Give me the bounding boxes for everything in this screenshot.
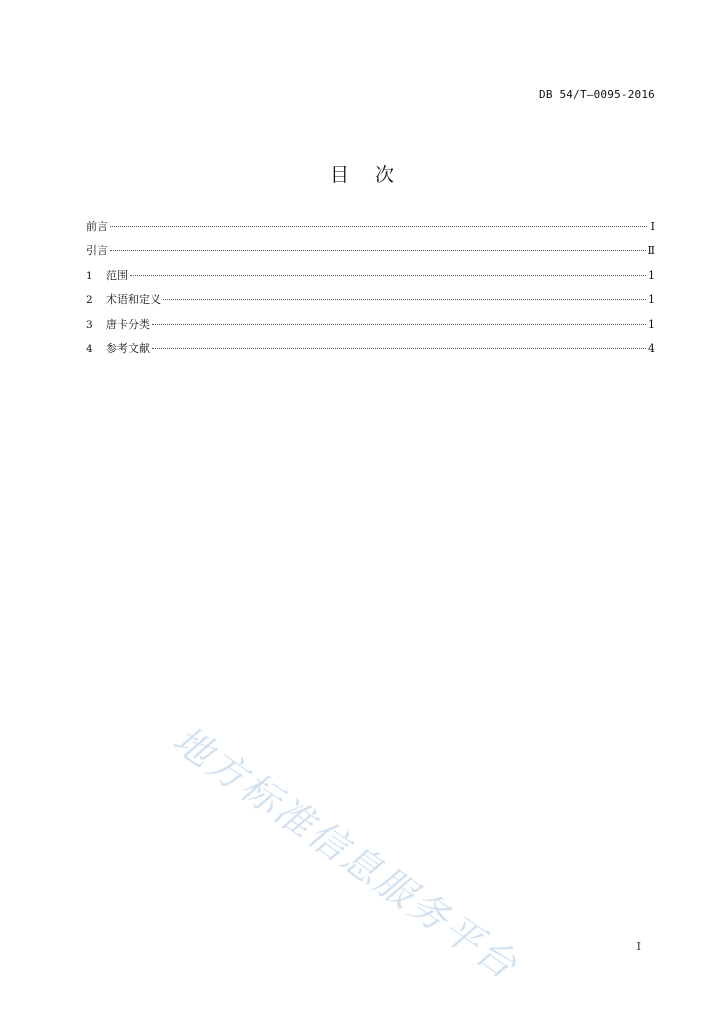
toc-entry-page: Ⅱ bbox=[647, 244, 655, 258]
page-number: I bbox=[636, 940, 641, 953]
toc-entry-page: Ⅰ bbox=[650, 220, 655, 233]
toc-entry-label: 范围 bbox=[106, 268, 128, 282]
toc-entry-label: 前言 bbox=[86, 220, 108, 233]
toc-dot-leader bbox=[163, 299, 646, 300]
toc-dot-leader bbox=[130, 275, 646, 276]
toc-entry-page: 1 bbox=[648, 268, 655, 282]
toc-dot-leader bbox=[110, 226, 647, 227]
toc-dot-leader bbox=[152, 348, 646, 349]
toc-entry-page: 1 bbox=[648, 317, 655, 331]
toc-entry-introduction[interactable] bbox=[86, 242, 655, 266]
toc-entry-number: 3 bbox=[86, 318, 93, 331]
toc-entry-number: 4 bbox=[86, 342, 93, 355]
toc-entry-label: 引言 bbox=[86, 244, 108, 258]
toc-entry-page: 4 bbox=[648, 341, 655, 355]
toc-entry-label: 术语和定义 bbox=[106, 293, 161, 307]
toc-dot-leader bbox=[152, 324, 646, 325]
toc-dot-leader bbox=[110, 250, 646, 251]
document-code: DB 54/T—0095-2016 bbox=[539, 88, 655, 101]
toc-entry-label: 唐卡分类 bbox=[106, 317, 150, 331]
toc-entry-thangka-classification[interactable] bbox=[86, 316, 655, 340]
table-of-contents bbox=[86, 218, 655, 364]
toc-entry-terms-definitions[interactable] bbox=[86, 291, 655, 315]
toc-entry-scope[interactable] bbox=[86, 267, 655, 291]
toc-entry-number: 2 bbox=[86, 294, 93, 307]
toc-entry-label: 参考文献 bbox=[106, 341, 150, 355]
toc-entry-references[interactable] bbox=[86, 340, 655, 364]
toc-entry-foreword[interactable] bbox=[86, 218, 655, 242]
watermark-text: 地方标准信息服务平台 bbox=[165, 717, 527, 989]
toc-entry-number: 1 bbox=[86, 269, 93, 282]
toc-entry-page: 1 bbox=[648, 293, 655, 307]
toc-title: 目次 bbox=[329, 164, 420, 186]
